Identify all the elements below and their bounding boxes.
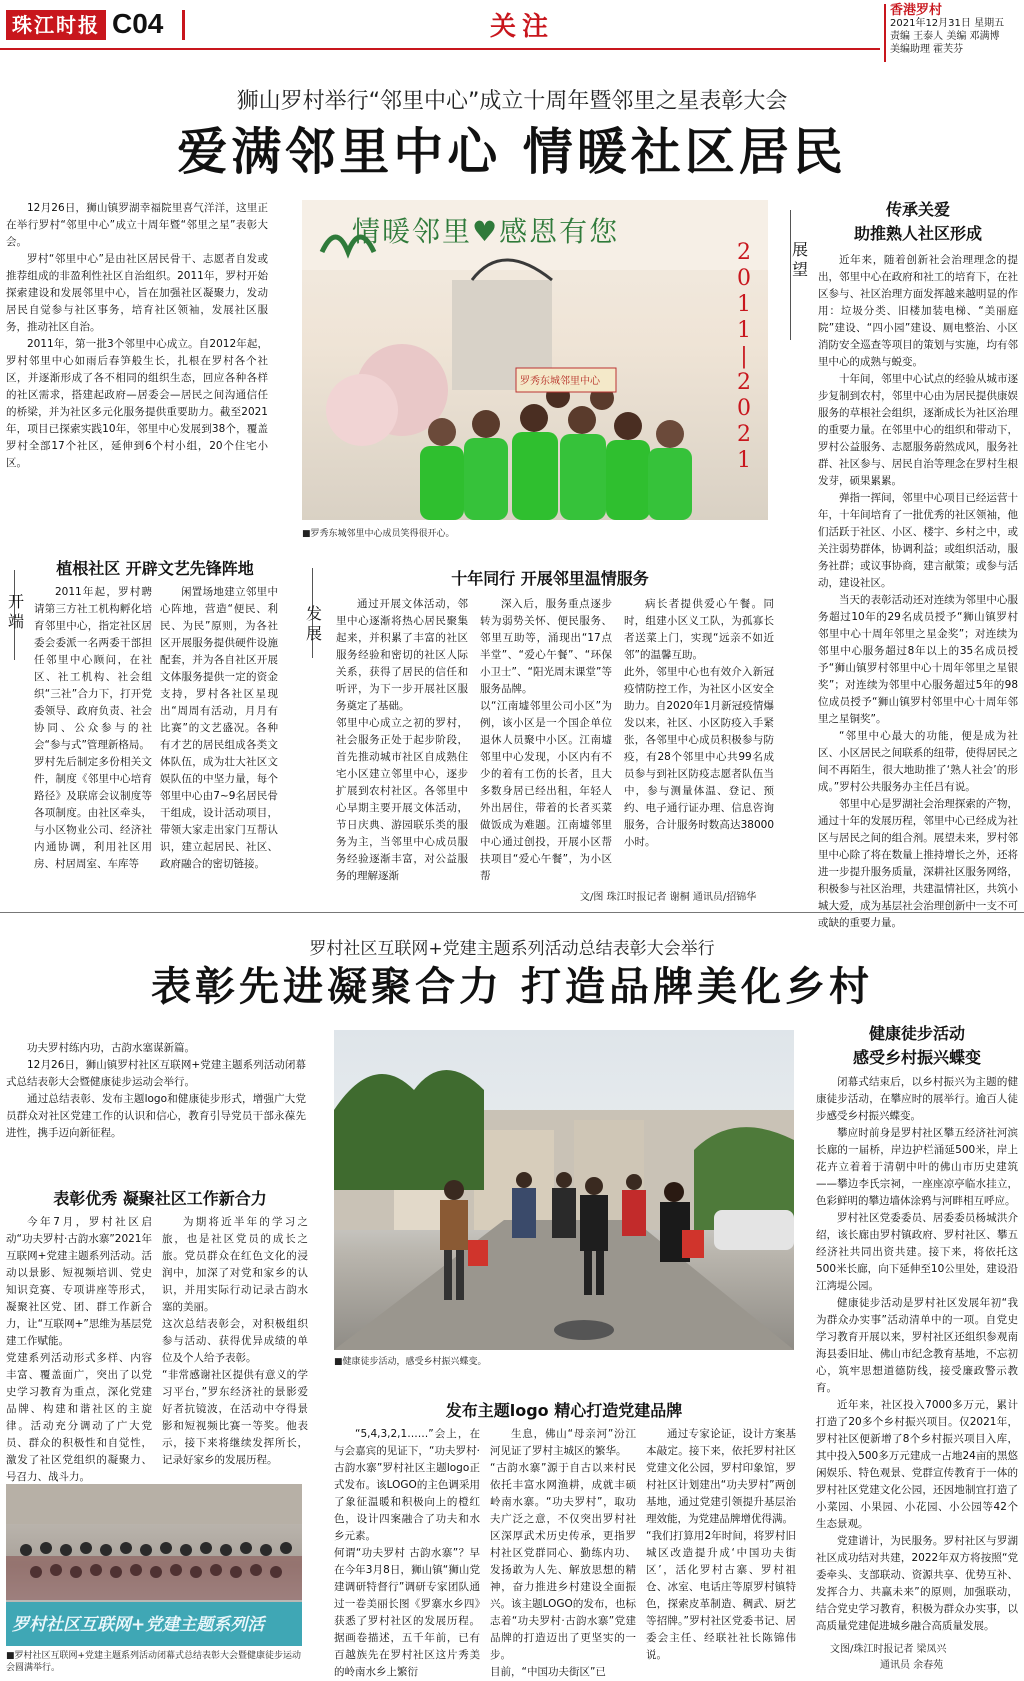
story2-lead2: 12月26日，狮山镇罗村社区互联网+党建主题系列活动闭幕式总结表彰大会暨健康徒步运动会举行。 [6,1059,306,1088]
header-divider [182,10,185,40]
side-label-kaiduan: 开端 [7,592,24,631]
story1-right-body [818,252,1018,929]
story2-credit2: 通讯员 余春苑 [880,1660,944,1671]
story1-credit: 文/图 珠江时报记者 谢桐 通讯员/招锦华 [580,892,757,903]
photo-banner-text: 情暖邻里♥感恩有您 [352,215,620,248]
section-title: 关注 [490,12,555,42]
side-label-fazhan: 发展 [305,604,322,643]
group-photo-banner: 罗村社区互联网+党建主题系列活 [12,1615,265,1635]
header-editor: 责编 王泰人 美编 邓满博 [890,31,1000,42]
story1-lead: 12月26日，狮山镇罗湖幸福院里喜气洋洋，这里正在举行罗村“邻里中心”成立十周年暨“邻里之星”表彰大会。 [6,202,268,248]
photo-sign: 罗秀东城邻里中心 [520,376,600,387]
story1-mid-colB: 深入后，服务重点逐步转为弱势关怀、便民服务、邻里互助等，涌现出“17点半堂”、“爱心午餐”、“环保小卫士”、“阳光周末课堂”等服务品牌。 以“江南墟邻里公司小区”为例，该小区是一个国企单位退休人员聚中小区。江南墟邻里中心发现，小区内有不少的着有工伤的长者，且大多数身居已经出租，年轻人外出居住，带着的长者买菜做饭成为难题。江南墟邻里中心通过创投，开展小区帮扶项目“爱心午餐”，为小区帮 [480,598,612,882]
walk-photo-graphic [334,1030,794,1350]
story1-left-colA: 2011年起，罗村聘请第三方社工机构孵化培育邻里中心，指定社区居委会委派一名两委干部担任邻里中心顾问，在社区、社工机构、社会组织“三社”合力下，打开党委领导、政府负责、社会协同、公众参与的社会“参与式”管理新格局。 罗村先后制定多份相关文件，制度《邻里中心培育路径》及联席会议制度等各项制度。由社区牵头，与小区物业公司、经济社内通协调，利用社区用房、村居周室、车库等 [34,586,152,870]
story1-left-subhead: 植根社区 开辟文艺先锋阵地 [56,559,254,578]
story1-right-p2: 十年间，邻里中心试点的经验从城市逐步复制到农村，邻里中心由为居民提供康娱服务的草根社会组织，逐渐成长为社区治理的重要力量。在邻里中心的组织和带动下，罗村公益服务、志愿服务蔚然成风，服务社群、社区参与、居民自治等理念在罗村生根发芽，硕果累累。 [818,373,1018,487]
story2-mid-colB: 生息，佛山“母亲河”汾江河见证了罗村主城区的繁华。 “古韵水寨”源于自古以来村民依托丰富水网渔耕，成就丰硕岭南水寨。“功夫罗村”，取功夫广泛之意，不仅突出罗村社区深厚武术历史传承，更指罗村社区党群同心、勤练内功、发扬敢为人先、解放思想的精神，奋力推进乡村建设全面振兴。该主题LOGO的发布，也标志着“功夫罗村·古韵水寨”党建品牌的打造迈出了更坚实的一步。 目前，“中国功夫街区”已 [490,1428,636,1678]
page-number: C04 [112,8,164,39]
side-label-zhanwang: 展望 [791,240,808,279]
story2-right-body [816,1074,1018,1630]
story1-right-p6: 邻里中心是罗湖社会治理探索的产物，通过十年的发展历程，邻里中心已经成为社区与居民之间的组合剂。展望未来，罗村邻里中心除了将在数量上推持增长之外，还将进一步提升服务质量，深耕社区服务网络，积极参与社区治理，共建温情社区，共筑小城大爱，成为基层社会治理创新中一支不可或缺的重要力量。 [818,798,1018,929]
story1-intro [6,200,268,490]
story2-mid-colA: “5,4,3,2,1……”会上，在与会嘉宾的见证下，“功夫罗村·古韵水寨”罗村社区主题logo正式发布。该LOGO的主色调采用了象征温暖和积极向上的橙红色，设计四案融合了功夫和水乡元素。 何谓“功夫罗村 古韵水寨”？早在今年3月8日，狮山镇“狮山党建调研特督行”调研专家团队通过一卷美丽长图《罗寨水乡四》获悉了罗村社区的发展历程。据画卷描述，五千年前，已有百越族先在罗村社区这片秀美的岭南水乡上繁衍 [334,1428,480,1678]
story2-right-p4: 健康徒步活动是罗村社区发展年初“我为群众办实事”活动清单中的一项。自党史学习教育开展以来，罗村社区还组织参观南海县委旧址、佛山市纪念教育基地，不忘初心，筑牢思想道德防线，接受廉政警示教育。 [816,1297,1018,1394]
story2-credit1: 文图/珠江时报记者 梁凤兴 [830,1644,947,1655]
story2-right-p3: 罗村社区党委委员、居委委员杨城洪介绍，该长廊由罗村镇政府、罗村社区、攀五经济社共同出资共建。接下来，将依托这500米长廊，向下延伸至10公里处，建设沿江湾堤公园。 [816,1212,1018,1292]
story2-left-colA: 今年7月，罗村社区启动“功夫罗村·古韵水寨”2021年互联网+党建主题系列活动。活动以景影、短视频培训、党史知识竞赛、专项讲座等形式，凝聚社区党、团、群工作新合力，让“互联网+”思维为基层党建工作赋能。 党建系列活动形式多样、内容丰富、覆盖面广，突出了以党史学习教育为重点，深化党建品牌、构建和谐社区的主旋律。活动充分调动了广大党员、群众的积极性和自觉性，激发了社区党组织的凝聚力、号召力、战斗力。 [6,1216,152,1483]
story2-left-colB: 为期将近半年的学习之旅，也是社区党员的成长之旅。党员群众在红色文化的浸润中，加深了对党和家乡的认识，并用实际行动记录古韵水塞的美丽。 这次总结表彰会，对积极组织参与活动、获得优异成绩的单位及个人给予表彰。 “非常感谢社区提供有意义的学习平台，”罗东经济社的景影爱好者抗镜波，在活动中夺得景影和短视频比赛一等奖。他表示，接下来将继续发挥所长，记录好家乡的发展历程。 [162,1216,308,1466]
header-date: 2021年12月31日 星期五 [890,18,1005,29]
story1-right-p1: 近年来，随着创新社会治理理念的提出，邻里中心在政府和社工的培育下，在社区参与、社区治理方面发挥越来越明显的作用：垃圾分类、旧楼加装电梯、“美丽庭院”建设、“四小园”建设、厕电整治、小区消防安全巡查等项目的策划与实施，均有邻里中心的成熟与蜕变。 [818,254,1018,368]
story2-lead3: 通过总结表彰、发布主题logo和健康徒步形式，增强广大党员群众对社区党建工作的认识和信心，教育引导党员干部永葆先进性，携手迈向新征程。 [6,1093,306,1139]
story1-mid-subhead: 十年同行 开展邻里温情服务 [451,569,649,588]
story2-mid-subhead: 发布主题logo 精心打造党建品牌 [445,1401,683,1420]
story2-walk-photo [334,1030,794,1350]
story2-photo-caption: ■健康徒步活动，感受乡村振兴蝶变。 [334,1357,487,1367]
header-proof: 美编助理 霍芙芬 [890,44,964,55]
header-meta [890,4,1022,56]
story1-photo-caption: ■罗秀东城邻里中心成员笑得很开心。 [302,529,455,539]
header-right-divider [884,4,886,62]
story1-right-p4: 当天的表彰活动还对连续为邻里中心服务超过10年的29名成员授予“狮山镇罗村邻里中心十周年邻里之星金奖”；对连续为邻里中心服务超过8年以上的35名成员授予“狮山镇罗村邻里中心十周年邻里之星银奖”；对连续为邻里中心服务超过5年的98位成员授予“狮山镇罗村邻里中心十周年邻里之星铜奖”。 [818,594,1018,725]
photo-years: 2011 | 2021 [737,240,751,473]
story1-left-colB: 闲置场地建立邻里中心阵地，营造“便民、利民、为民”原则，为各社区开展服务提供硬件设施配套，并为各自社区开展文体服务提供一定的资金支持，罗村各社区星现出“周周有活动，月月有比赛”的文艺盛况。各种有才艺的居民组成各类文体队伍，成为壮大社区文娱队伍的中坚力量，每个邻里中心由7~9名居民骨干组成，设计活动项目，带领大家走出家门互帮认识，建立起居民、社区、政府融合的密切链接。 [160,586,278,870]
story2-right-p1: 闭幕式结束后，以乡村振兴为主题的健康徒步活动，在攀应时的展举行。逾百人徒步感受乡村振兴蝶变。 [816,1076,1018,1122]
story2-group-photo [6,1484,302,1646]
story1-para2: 罗村“邻里中心”是由社区居民骨干、志愿者自发或推荐组成的非盈利性社区自治组织。2011年，罗村开始探索建设和发展邻里中心，旨在加强社区凝聚力，发动居民自觉参与社区事务，培育社区领袖，发展社区服务，推动社区自治。 [6,253,268,333]
newspaper-logo: 珠江时报 [6,10,106,40]
story2-mid-colC: 通过专家论证，设计方案基本敲定。接下来，依托罗村社区党建文化公园，罗村印象馆，罗村社区计划建出“功夫罗村”两创基地，通过党建引领提升基层治理效能，为党建品牌增优得满。 “我们打算用2年时间，将罗村旧城区改造提升成‘中国功夫街区’，活化罗村古寨、罗村祖仓、冰室、电话庄等原罗村镇特色，探索皮革制造、稠武、厨艺等招牌。”罗村社区党委书记、居委会主任、经联社社长陈锦伟说。 [646,1428,796,1661]
story1-photo [302,200,768,520]
story1-para3: 2011年，第一批3个邻里中心成立。自2012年起，罗村邻里中心如雨后春笋般生长，扎根在罗村各个社区，并逐渐形成了各不相同的组织生态，回应各种各样的社区需求，搭建起政府—居委会—居民之间沟通信任的桥梁，并为社区多元化服务提供重要助力。截至2021年，项目已探索实践10年，邻里中心发展到38个，覆盖罗村全部17个社区，延伸到6个村小组，20个住宅小区。 [6,338,268,469]
story2-group-caption: ■罗村社区互联网+党建主题系列活动闭幕式总结表彰大会暨健康徒步运动会圆满举行。 [6,1651,302,1673]
story1-right-p5: “邻里中心最大的功能，便是成为社区、小区居民之间联系的纽带，使得居民之间不再陌生，很大地助推了‘熟人社会’的形成。”罗村公共服务办主任吕有说。 [818,730,1018,793]
story1-mid-colA: 通过开展文体活动，邻里中心逐渐将热心居民聚集起来，并积累了丰富的社区服务经验和密切的社区人际关系，获得了居民的信任和听评，为下一步开展社区服务奠定了基础。 邻里中心成立之初的罗村，社会服务正处于起步阶段，首先推动城市社区自成熟住宅小区建立邻里中心，逐步扩展到农村社区。各邻里中心早期主要开展文体活动，节日庆典、游园联乐类的服务为主，当邻里中心成员服务经验逐渐丰富，对公益服务的理解逐渐 [336,598,468,882]
story1-headline: 爱满邻里中心 情暖社区居民 [177,122,847,181]
story1-mid-colC: 病长者提供爱心午餐。同时，组建小区义工队，为孤寡长者送菜上门，实现“远亲不如近邻”的温馨互助。 此外，邻里中心也有效介入新冠疫情防控工作，为社区小区安全助力。自2020年1月新冠疫情爆发以来，社区、小区防疫入手紧张，各邻里中心成员积极参与防疫，有28个邻里中心共99名成员参与到社区防疫志愿者队伍当中，参与测量体温、登记、预约、电子通行证办理、信息咨询服务，合计服务时数高达38000小时。 [624,598,774,848]
story-separator [0,912,1024,913]
header-rule [0,48,880,50]
header-brand: 香港罗村 [890,3,943,18]
story2-headline: 表彰先进凝聚合力 打造品牌美化乡村 [151,963,873,1010]
story2-right-p5: 近年来，社区投入7000多万元，累计打造了20多个乡村振兴项目。仅2021年，罗村社区便新增了8个乡村振兴项目入库，其中投入500多万元建成一占地24亩的黑悠闲娱乐、特色观景、党群宣传教育于一体的罗村社区党建文化公园，还因地制宜打造了小菜园、小果园、小花园、小公园等42个生态景观。 [816,1399,1018,1530]
story2-lead1: 功夫罗村练内功，古韵水塞谋新篇。 [27,1042,195,1054]
story1-kicker: 狮山罗村举行“邻里中心”成立十周年暨邻里之星表彰大会 [236,89,788,114]
story2-right-subhead: 健康徒步活动 感受乡村振兴蝶变 [852,1024,981,1067]
story1-right-subhead: 传承关爱 助推熟人社区形成 [853,200,982,243]
story2-right-p6: 党建谱计，为民服务。罗村社区与罗湖社区成功结对共建，2022年双方将按照“党委牵头、支部联动、资源共享、优势互补、发挥合力、共赢未来”的原则，加强联动，结合党史学习教育，积极为群众办实事，以高质量党建促进城乡融合高质量发展。 [816,1535,1018,1632]
story1-right-p3: 弹指一挥间，邻里中心项目已经运营十年，十年间培育了一批优秀的社区领袖，他们活跃于社区、小区、楼宇、乡村之中，或关注弱势群体，协调利益；或组织活动，服务社群；或议事协商，建言献策；或参与活动，建设社区。 [818,492,1018,589]
story2-intro [6,1040,306,1170]
story2-kicker: 罗村社区互联网+党建主题系列活动总结表彰大会举行 [309,939,715,959]
story2-right-p2: 攀应时前身是罗村社区攀五经济社河滨长廊的一届桥，岸边护栏涌延500米，岸上花卉立着着于清朝中叶的佛山市历史建筑——攀边李氏宗祠，一座座凉亭临水挂立，色彩鲜明的攀边墙体涂鸦与河畔相互呼应。 [816,1127,1018,1207]
story2-left-subhead: 表彰优秀 凝聚社区工作新合力 [53,1189,267,1208]
